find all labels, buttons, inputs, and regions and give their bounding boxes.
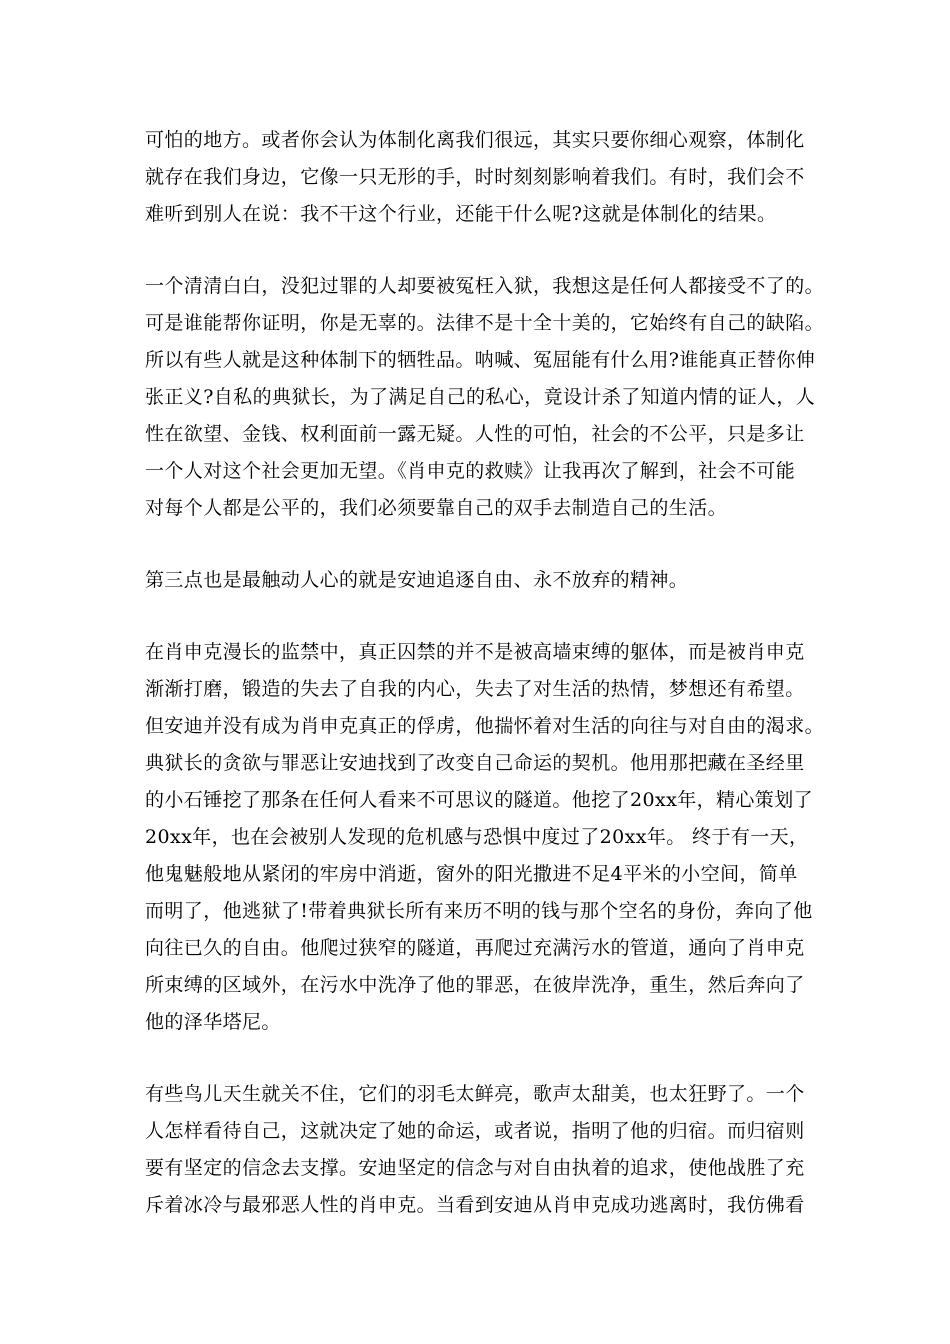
text-line: 所束缚的区域外，在污水中洗净了他的罪恶，在彼岸洗净，重生，然后奔向了 bbox=[145, 974, 805, 996]
paragraph-4 bbox=[145, 634, 825, 1041]
text-line: 张正义?自私的典狱长，为了满足自己的私心，竟设计杀了知道内情的证人，人 bbox=[145, 386, 816, 408]
paragraph-gap bbox=[145, 599, 825, 634]
text-line: 他的泽华塔尼。 bbox=[145, 1011, 281, 1033]
paragraph-gap bbox=[145, 233, 825, 268]
text-line: 一个清清白白，没犯过罪的人却要被冤枉入狱，我想这是任何人都接受不了的。 bbox=[145, 275, 825, 297]
text-line: 典狱长的贪欲与罪恶让安迪找到了改变自己命运的契机。他用那把藏在圣经里 bbox=[145, 752, 805, 774]
text-line: 向往已久的自由。他爬过狭窄的隧道，再爬过充满污水的管道，通向了肖申克 bbox=[145, 937, 805, 959]
text-line: 性在欲望、金钱、权利面前一露无疑。人性的可怕，社会的不公平，只是多让 bbox=[145, 423, 805, 445]
text-line: 人怎样看待自己，这就决定了她的命运，或者说，指明了他的归宿。而归宿则 bbox=[145, 1120, 805, 1142]
paragraph-1 bbox=[145, 122, 825, 233]
text-line: 对每个人都是公平的，我们必须要靠自己的双手去制造自己的生活。 bbox=[145, 497, 728, 519]
text-line: 20xx年，也在会被别人发现的危机感与恐惧中度过了20xx年。 终于有一天， bbox=[145, 826, 809, 848]
text-line: 就存在我们身边，它像一只无形的手，时时刻刻影响着我们。有时，我们会不 bbox=[145, 166, 805, 188]
paragraph-5 bbox=[145, 1076, 825, 1224]
text-line: 他鬼魅般地从紧闭的牢房中消逝，窗外的阳光撒进不足4平米的小空间，简单 bbox=[145, 863, 798, 885]
text-line: 有些鸟儿天生就关不住，它们的羽毛太鲜亮，歌声太甜美，也太狂野了。一个 bbox=[145, 1083, 805, 1105]
text-line: 斥着冰冷与最邪恶人性的肖申克。当看到安迪从肖申克成功逃离时，我仿佛看 bbox=[145, 1194, 805, 1216]
text-line: 在肖申克漫长的监禁中，真正囚禁的并不是被高墙束缚的躯体，而是被肖申克 bbox=[145, 641, 805, 663]
paragraph-3 bbox=[145, 562, 825, 599]
text-line: 可怕的地方。或者你会认为体制化离我们很远，其实只要你细心观察，体制化 bbox=[145, 129, 805, 151]
text-line: 难听到别人在说：我不干这个行业，还能干什么呢?这就是体制化的结果。 bbox=[145, 203, 777, 225]
text-line: 所以有些人就是这种体制下的牺牲品。呐喊、冤屈能有什么用?谁能真正替你伸 bbox=[145, 349, 816, 371]
text-line: 可是谁能帮你证明，你是无辜的。法律不是十全十美的，它始终有自己的缺陷。 bbox=[145, 312, 825, 334]
text-line: 渐渐打磨，锻造的失去了自我的内心，失去了对生活的热情，梦想还有希望。 bbox=[145, 678, 805, 700]
paragraph-gap bbox=[145, 1041, 825, 1076]
paragraph-gap bbox=[145, 527, 825, 562]
paragraph-2 bbox=[145, 268, 825, 527]
text-line: 的小石锤挖了那条在任何人看来不可思议的隧道。他挖了20xx年，精心策划了 bbox=[145, 789, 814, 811]
document-body bbox=[145, 122, 825, 1224]
text-line: 一个人对这个社会更加无望。《肖申克的救赎》让我再次了解到，社会不可能 bbox=[145, 460, 796, 482]
text-line: 而明了，他逃狱了!带着典狱长所有来历不明的钱与那个空名的身份，奔向了他 bbox=[145, 900, 813, 922]
text-line: 但安迪并没有成为肖申克真正的俘虏，他揣怀着对生活的向往与对自由的渴求。 bbox=[145, 715, 825, 737]
text-line: 要有坚定的信念去支撑。安迪坚定的信念与对自由执着的追求，使他战胜了充 bbox=[145, 1157, 805, 1179]
text-line: 第三点也是最触动人心的就是安迪追逐自由、永不放弃的精神。 bbox=[145, 569, 689, 591]
